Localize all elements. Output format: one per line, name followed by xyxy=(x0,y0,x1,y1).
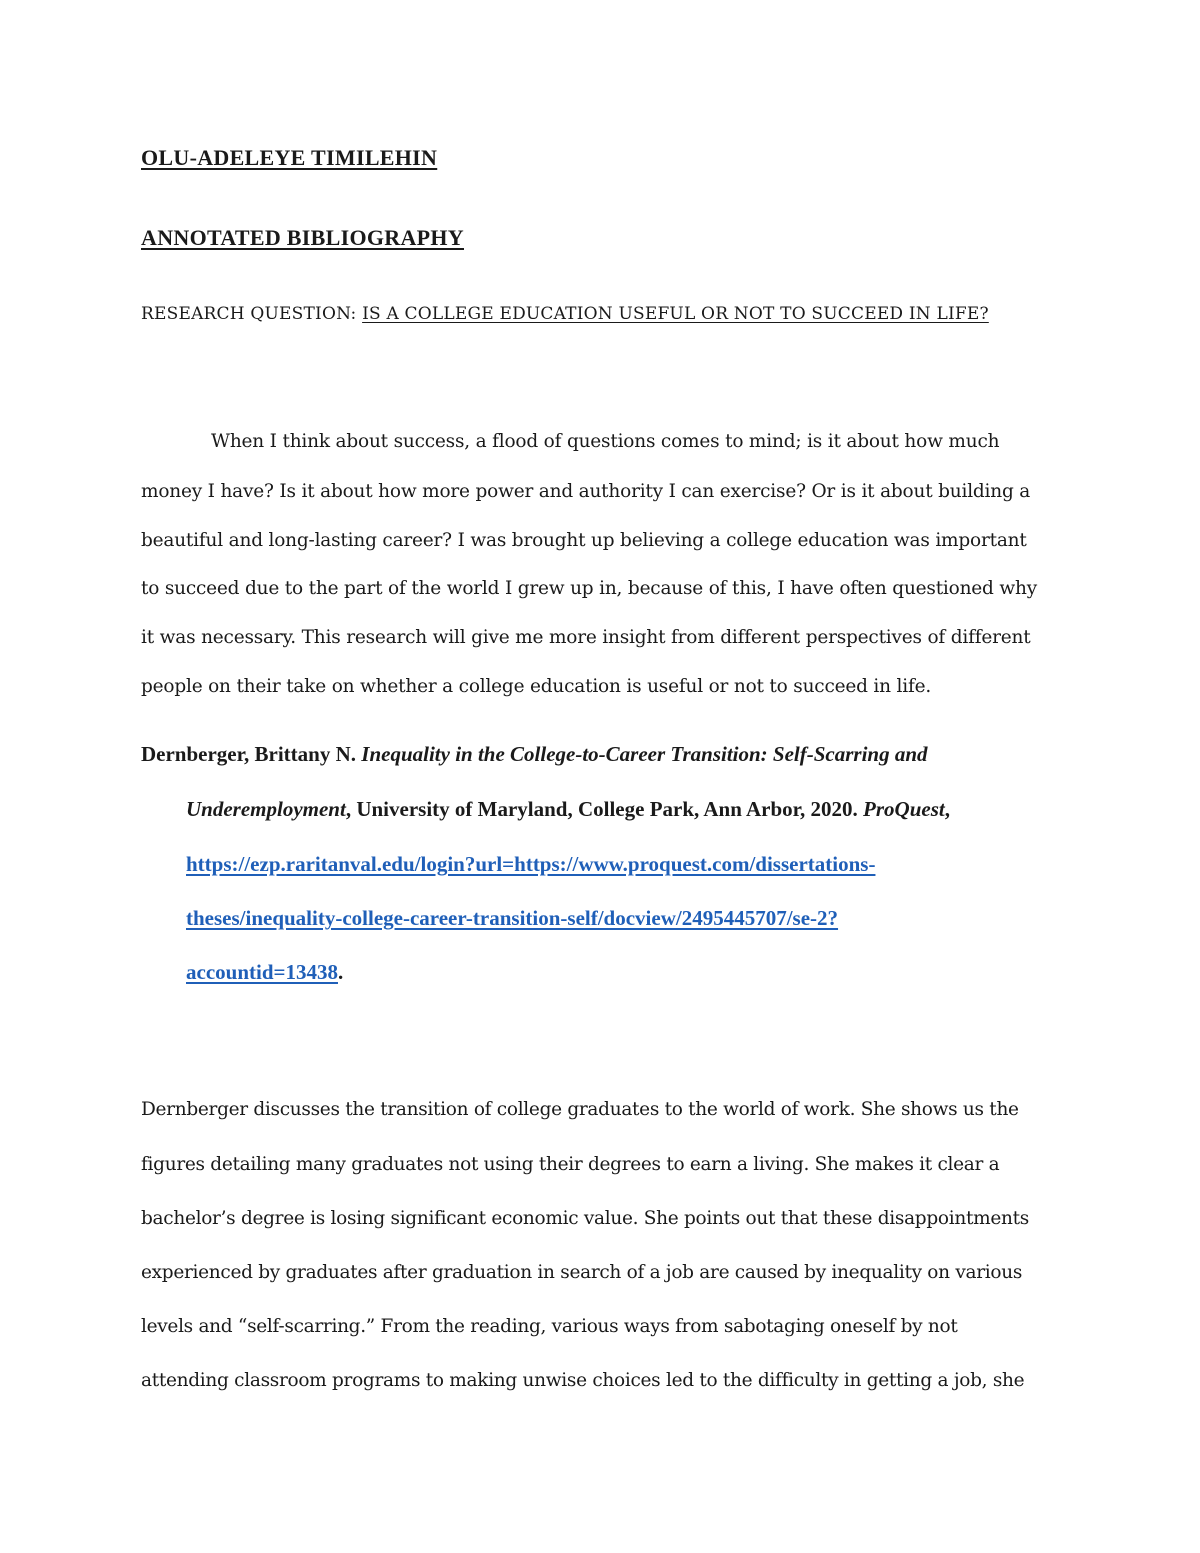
citation-publisher: , University of Maryland, College Park, Ann Arbor, 2020. xyxy=(345,797,864,821)
author-name: OLU-ADELEYE TIMILEHIN xyxy=(141,145,438,170)
citation-line-2 xyxy=(186,797,950,821)
intro-line: to succeed due to the part of the world I grew up in, because of this, I have often questioned why xyxy=(141,578,1037,599)
citation-comma: , xyxy=(944,797,950,821)
annotation-line: experienced by graduates after graduation in search of a job are caused by inequality on various xyxy=(141,1262,1023,1283)
annotation-line: figures detailing many graduates not using their degrees to earn a living. She makes it clear a xyxy=(141,1154,1000,1175)
annotation-line: attending classroom programs to making unwise choices led to the difficulty in getting a job, she xyxy=(141,1370,1025,1391)
annotation-line: Dernberger discusses the transition of college graduates to the world of work. She shows us the xyxy=(141,1099,1019,1120)
citation-url-link[interactable]: theses/inequality-college-career-transition-self/docview/2495445707/se-2? xyxy=(186,906,839,930)
research-question xyxy=(141,302,989,326)
annotation-line: bachelor’s degree is losing significant economic value. She points out that these disappointments xyxy=(141,1208,1029,1229)
intro-line: When I think about success, a flood of questions comes to mind; is it about how much xyxy=(211,431,1000,452)
citation-url-line-2 xyxy=(186,906,838,930)
citation-author: Dernberger, Brittany N. xyxy=(141,742,362,766)
citation-end-period: . xyxy=(337,960,344,984)
document-title: ANNOTATED BIBLIOGRAPHY xyxy=(141,225,464,250)
intro-line: beautiful and long-lasting career? I was brought up believing a college education was important xyxy=(141,530,1027,551)
citation-url-line-1 xyxy=(186,852,875,876)
citation-url-line-3 xyxy=(186,960,343,984)
citation-database: ProQuest xyxy=(863,797,945,821)
intro-line: it was necessary. This research will give me more insight from different perspectives of different xyxy=(141,627,1031,648)
citation-title-continued: Underemployment xyxy=(186,797,346,821)
citation-url-link[interactable]: accountid=13438 xyxy=(186,960,338,984)
intro-line: people on their take on whether a college education is useful or not to succeed in life. xyxy=(141,676,932,697)
citation-url-link[interactable]: https://ezp.raritanval.edu/login?url=https://www.proquest.com/dissertations- xyxy=(186,852,876,876)
annotation-line: levels and “self-scarring.” From the reading, various ways from sabotaging oneself by not xyxy=(141,1316,958,1337)
citation-title: Inequality in the College-to-Career Transition: Self-Scarring and xyxy=(361,742,928,766)
intro-line: money I have? Is it about how more power and authority I can exercise? Or is it about building a xyxy=(141,481,1031,502)
citation-line-1 xyxy=(141,742,928,766)
research-question-label: RESEARCH QUESTION: xyxy=(141,304,363,324)
research-question-text: IS A COLLEGE EDUCATION USEFUL OR NOT TO SUCCEED IN LIFE? xyxy=(362,304,989,324)
